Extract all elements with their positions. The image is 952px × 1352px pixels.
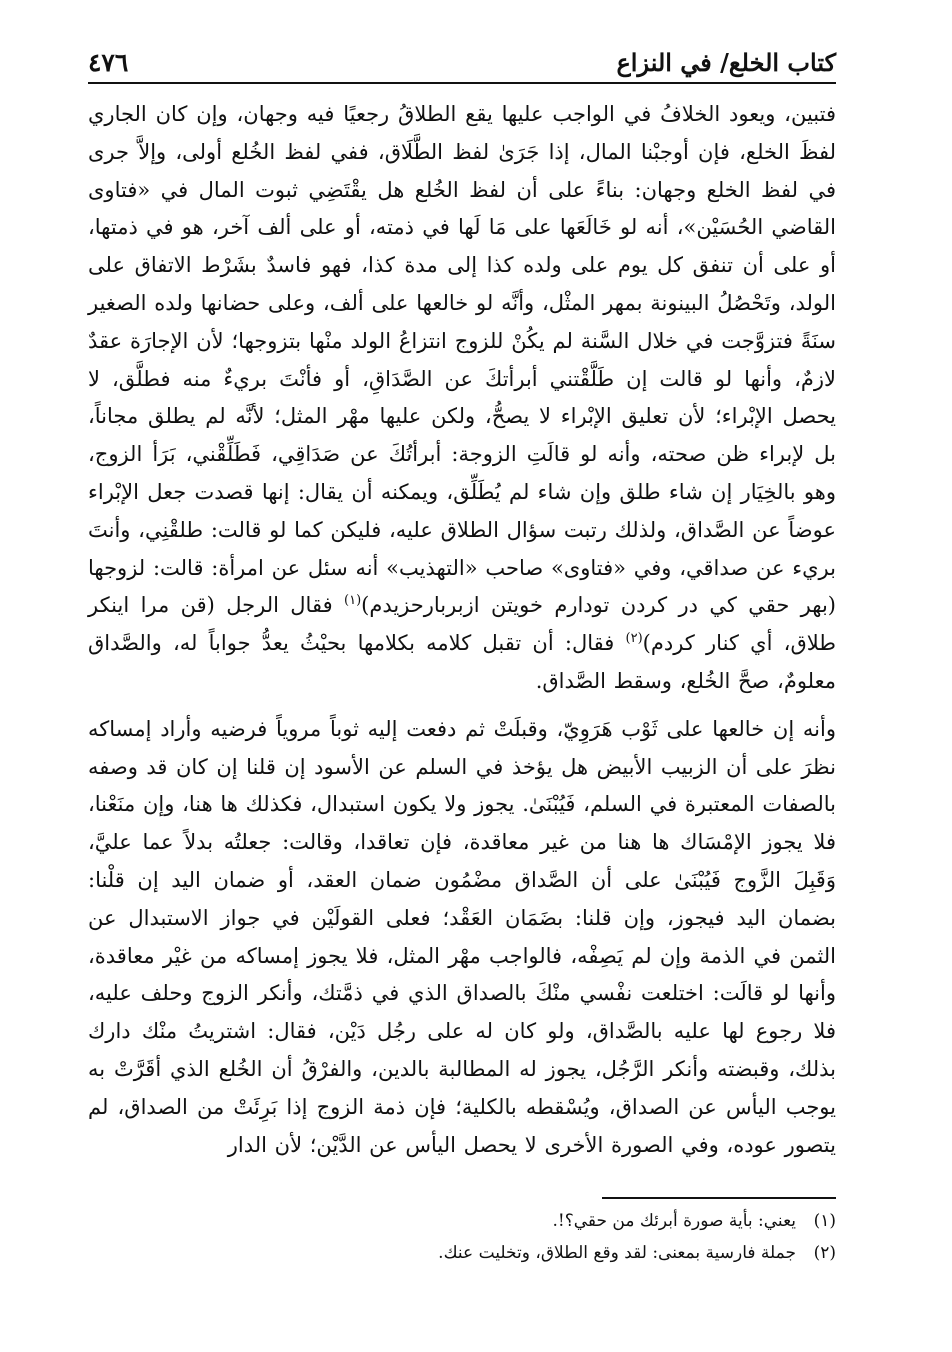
footnote-text: جملة فارسية بمعنى: لقد وقع الطلاق، وتخليت عنك. [438,1243,796,1263]
paragraph-text: فتبين، ويعود الخلافُ في الواجب عليها يقع الطلاقُ رجعيًا فيه وجهان، وإن كان الجاري لفظَ الخلع، فإن أوجبْنا المال، إذا جَرَىٰ لفظ الطَّلَاق، ففي لفظ الخُلع أولى، وإلاَّ جرى في لفظ الخلع وجهان: بناءً على أن لفظ الخُلع هل يقْتَضِي ثبوت المال في «فتاوى القاضي الحُسَيْن»، أنه لو خَالَعَها على مَا لَها في ذمته، أو على ألف آخر، هو في ذمتها، أو على أن تنفق كل يوم على ولده كذا إلى مدة كذا، فهو فاسدٌ بشَرْط الاتفاق على الولد، وتَحْصُلُ البينونة بمهر المثْل، وأنَّه لو خالعها على ألف، وعلى حضانها ولده الصغير سنَةً فتزوَّجت في خلال السَّنة لم يكُنْ للزوج انتزاعُ الولد منْها بتزوجها؛ لأن الإجارَة عقدٌ لازمٌ، وأنها لو قالت إن طَلَّقْتني أبرأتكَ عن الصَّدَاقِ، أو فأنْتَ بريءٌ منه فطلَّق، لا يحصل الإبْراء؛ لأن تعليق الإبْراء لا يصحُّ، ولكن عليها مهْر المثل؛ لأنَّه لم يطلق مجاناً، بل لإبراء ظن صحته، وأنه لو قالَتِ الزوجة: أبرأتُكَ عن صَدَاقِي، فَطَلِّقْني، بَرَأ الزوج، وهو بالخِيَار إن شاء طلق وإن شاء لم يُطَلِّق، ويمكنه أن يقال: إنها قصدت جعل الإبْراء عوضاً عن الصَّداق، ولذلك رتبت سؤال الطلاق عليه، فليكن كما لو قالت: طلقْنِي، وأنتَ بريء عن صداقي، وفي «فتاوى» صاحب «التهذيب» أنه سئل عن امرأة: قالت: لزوجها (بهر حقي كي در كردن تودارم خويتن ازبربارحزيدم) [88,102,836,618]
paragraph-text: فقال: أن تقبل كلامه بكلامها بحيْثُ يعدُّ جواباً له، والصَّداق معلومٌ، صحَّ الخُلع، وسقط الصَّداق. [88,631,836,693]
footnote-separator [602,1197,836,1199]
footnote [116,1205,836,1237]
footnote-reference: (١) [344,593,362,609]
paragraph: وأنه إن خالعها على ثَوْب هَرَوِيّ، وقبلَتْ ثم دفعت إليه ثوباً مروياً فرضيه وأراد إمساكه نظرَ على أن الزبيب الأبيض هل يؤخذ في السلم عن الأسود إن قلنا إن كان قد وصفه بالصفات المعتبرة في السلم، فَيُبْنَىٰ. يجوز ولا يكون استبدال، فكذلك ها هنا، وإن منَعْنا، فلا يجوز الإمْسَاك ها هنا من غير معاقدة، فإن تعاقدا، وقالت: جعلتُه بدلاً عما عليَّ، وَقَبِلَ الزَّوج فَيُبْنَىٰ على أن الصَّداق مضْمُون ضمان العقد، أو ضمان اليد إن قلْنا: بضمان اليد فيجوز، وإن قلنا: بضَمَان العَقْد؛ فعلى القولَيْن في جواز الاستبدال عن الثمن في الذمة وإن لم يَصِفْه، فالواجب مهْر المثل، فلا يجوز إمساكه من غيْر معاقدة، وأنها لو قالَت: اختلعت نفْسي منْكَ بالصداق الذي في ذمَّتك، وأنكر الزوج وحلف عليه، فلا رجوع لها عليه بالصَّداق، ولو كان له على رجُل دَيْن، فقال: اشتريتُ منْك دارك بذلك، وقبضته وأنكر الرَّجُل، يجوز له المطالبة بالدين، والفرْقُ أن الخُلع الذي أقَرَّتْ به يوجب اليأس عن الصداق، ويُسْقطه بالكلية؛ فإن ذمة الزوج إذا بَرِئَتْ من الصداق، لم يتصور عوده، وفي الصورة الأخرى لا يحصل اليأس عن الدَّيْن؛ لأن الدار [88,716,836,1157]
footnote [116,1237,836,1269]
footnote-marker: (٢) [813,1243,836,1263]
main-text [88,96,836,1164]
footnotes [116,1205,836,1269]
footnote-text: يعني: بأية صورة أبرئك من حقي؟!. [552,1211,796,1231]
paragraph-text: فقال الرجل (قن مرا اينكر طلاق، أي كنار كردم) [88,593,836,656]
running-title: كتاب الخلع/ في النزاع [616,48,836,77]
paragraph [88,96,836,701]
page-header [88,44,836,84]
footnote-marker: (١) [813,1211,836,1231]
page-number: ٤٧٦ [88,48,129,77]
footnote-reference: (٢) [625,631,643,647]
